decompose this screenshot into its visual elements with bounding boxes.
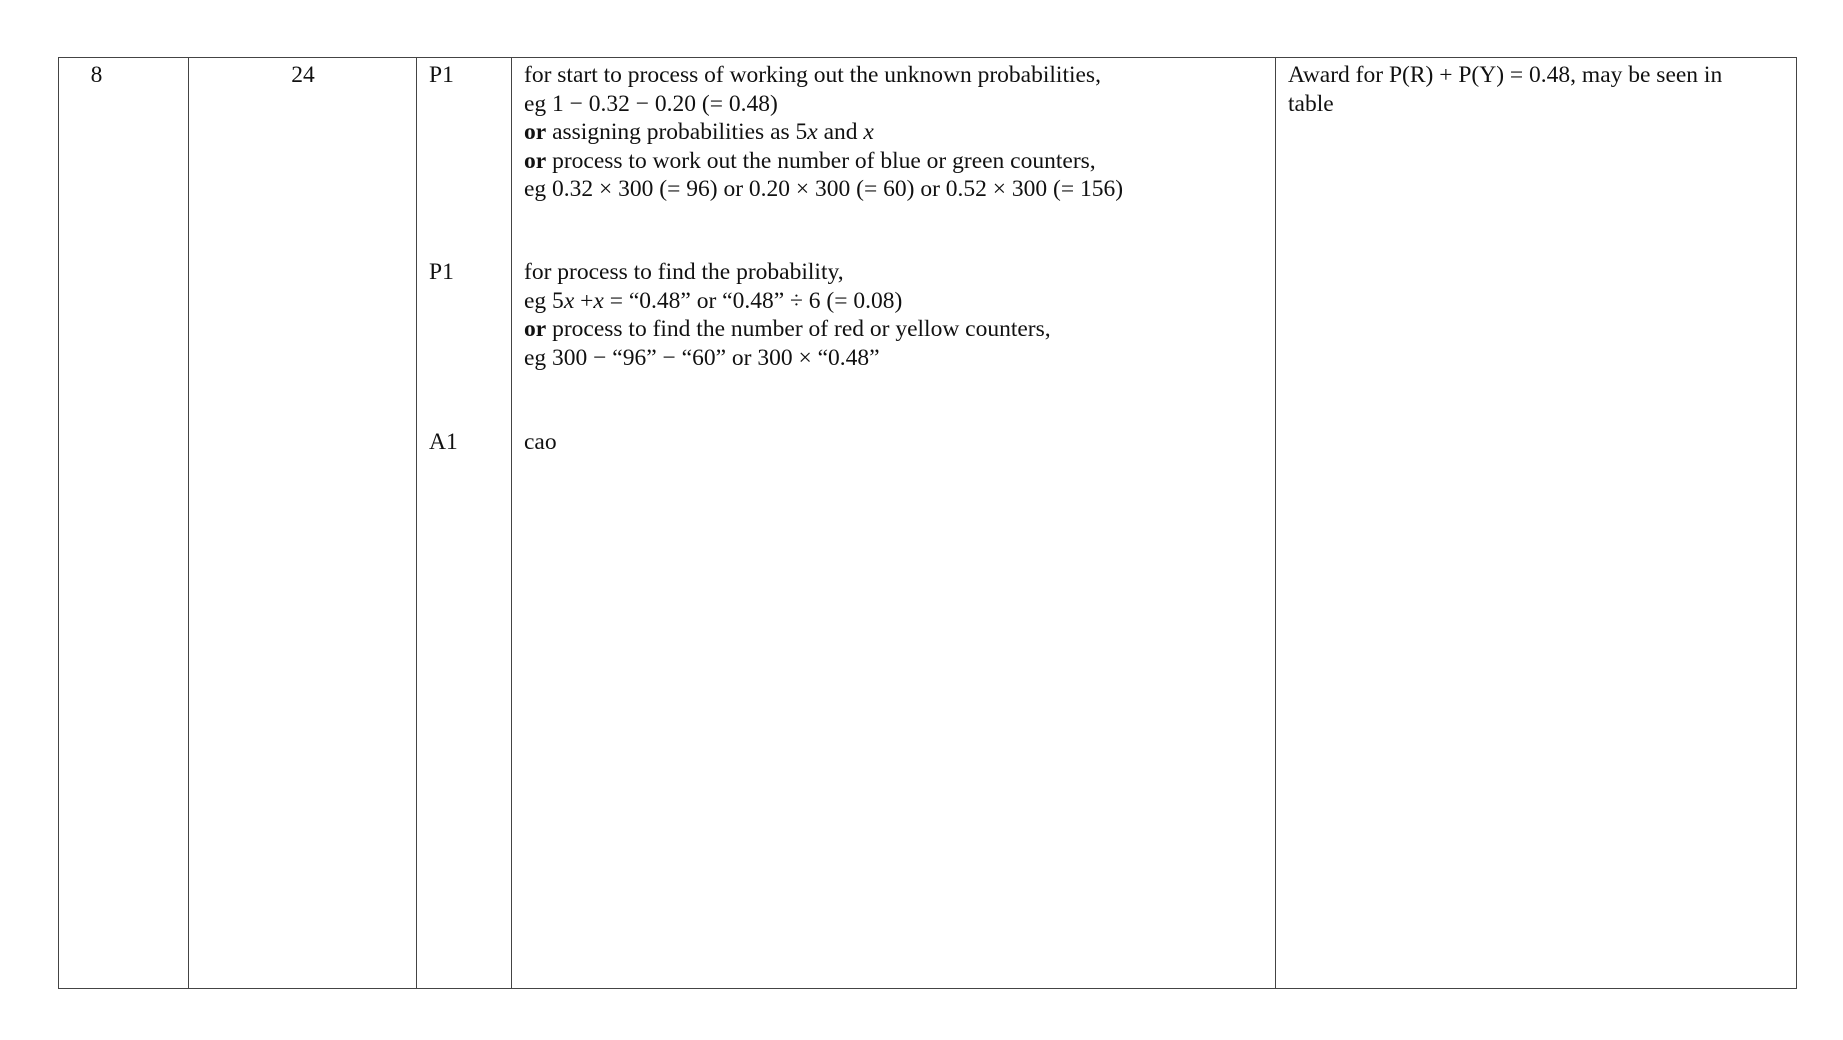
mark-note-text: eg 1 − 0.32 − 0.20 (= 0.48)	[524, 90, 778, 117]
answer-value: 24	[291, 62, 315, 88]
mark-note-line	[524, 287, 1051, 316]
mark-note-text: x	[593, 287, 604, 314]
additional-guidance-text: Award for P(R) + P(Y) = 0.48, may be seen in table	[1288, 62, 1723, 117]
mark-note-text: process to find the number of red or yellow counters,	[546, 316, 1051, 342]
mark-note-text: eg 0.32 × 300 (= 96) or 0.20 × 300 (= 60) or 0.52 × 300 (= 156)	[524, 176, 1124, 202]
mark-note-text: +	[574, 287, 594, 314]
mark-note-line	[524, 118, 1123, 147]
mark-note-text: x	[807, 119, 818, 145]
mark-note-text: x	[563, 287, 575, 314]
mark-note-text: cao	[524, 429, 557, 455]
mark-note-line	[524, 258, 1051, 287]
mark-note-line	[524, 175, 1123, 204]
mark-note-text: and	[817, 119, 864, 145]
mark-note-text: assigning probabilities as 5	[546, 119, 808, 145]
mark-code-2: P1	[429, 259, 454, 285]
mark-note-text: or	[524, 316, 547, 342]
mark-note-text: = “0.48” or “0.48” ÷ 6 (= 0.08)	[603, 287, 903, 314]
mark-note-line	[524, 61, 1123, 90]
mark-note-line	[524, 344, 1051, 373]
mark-note-text: eg 5	[524, 287, 564, 314]
mark-note-text: process to work out the number of blue or green counters,	[546, 147, 1096, 174]
mark-note-text: x	[863, 119, 874, 145]
question-number: 8	[90, 62, 103, 88]
mark-scheme-table	[58, 57, 1797, 989]
mark-note-text: or	[524, 119, 547, 145]
mark-note-text: or	[524, 147, 547, 174]
mark-note-line	[524, 147, 1123, 176]
additional-guidance-column	[1276, 58, 1796, 988]
mark-note-line	[524, 315, 1051, 344]
mark-notes-3	[524, 428, 557, 457]
mark-notes-2	[524, 258, 1051, 372]
answer-column	[189, 58, 417, 988]
question-column	[59, 58, 189, 988]
mark-code-3: A1	[429, 429, 458, 455]
mark-notes-1	[524, 61, 1123, 204]
mark-column	[417, 58, 512, 988]
mark-note-text: eg 300 − “96” − “60” or 300 × “0.48”	[524, 344, 880, 371]
mark-scheme-column	[512, 58, 1276, 988]
mark-code-1: P1	[429, 62, 454, 88]
mark-note-text: for start to process of working out the unknown probabilities,	[524, 62, 1101, 88]
mark-note-line	[524, 90, 1123, 119]
mark-note-text: for process to find the probability,	[524, 259, 844, 285]
mark-note-line	[524, 428, 557, 457]
